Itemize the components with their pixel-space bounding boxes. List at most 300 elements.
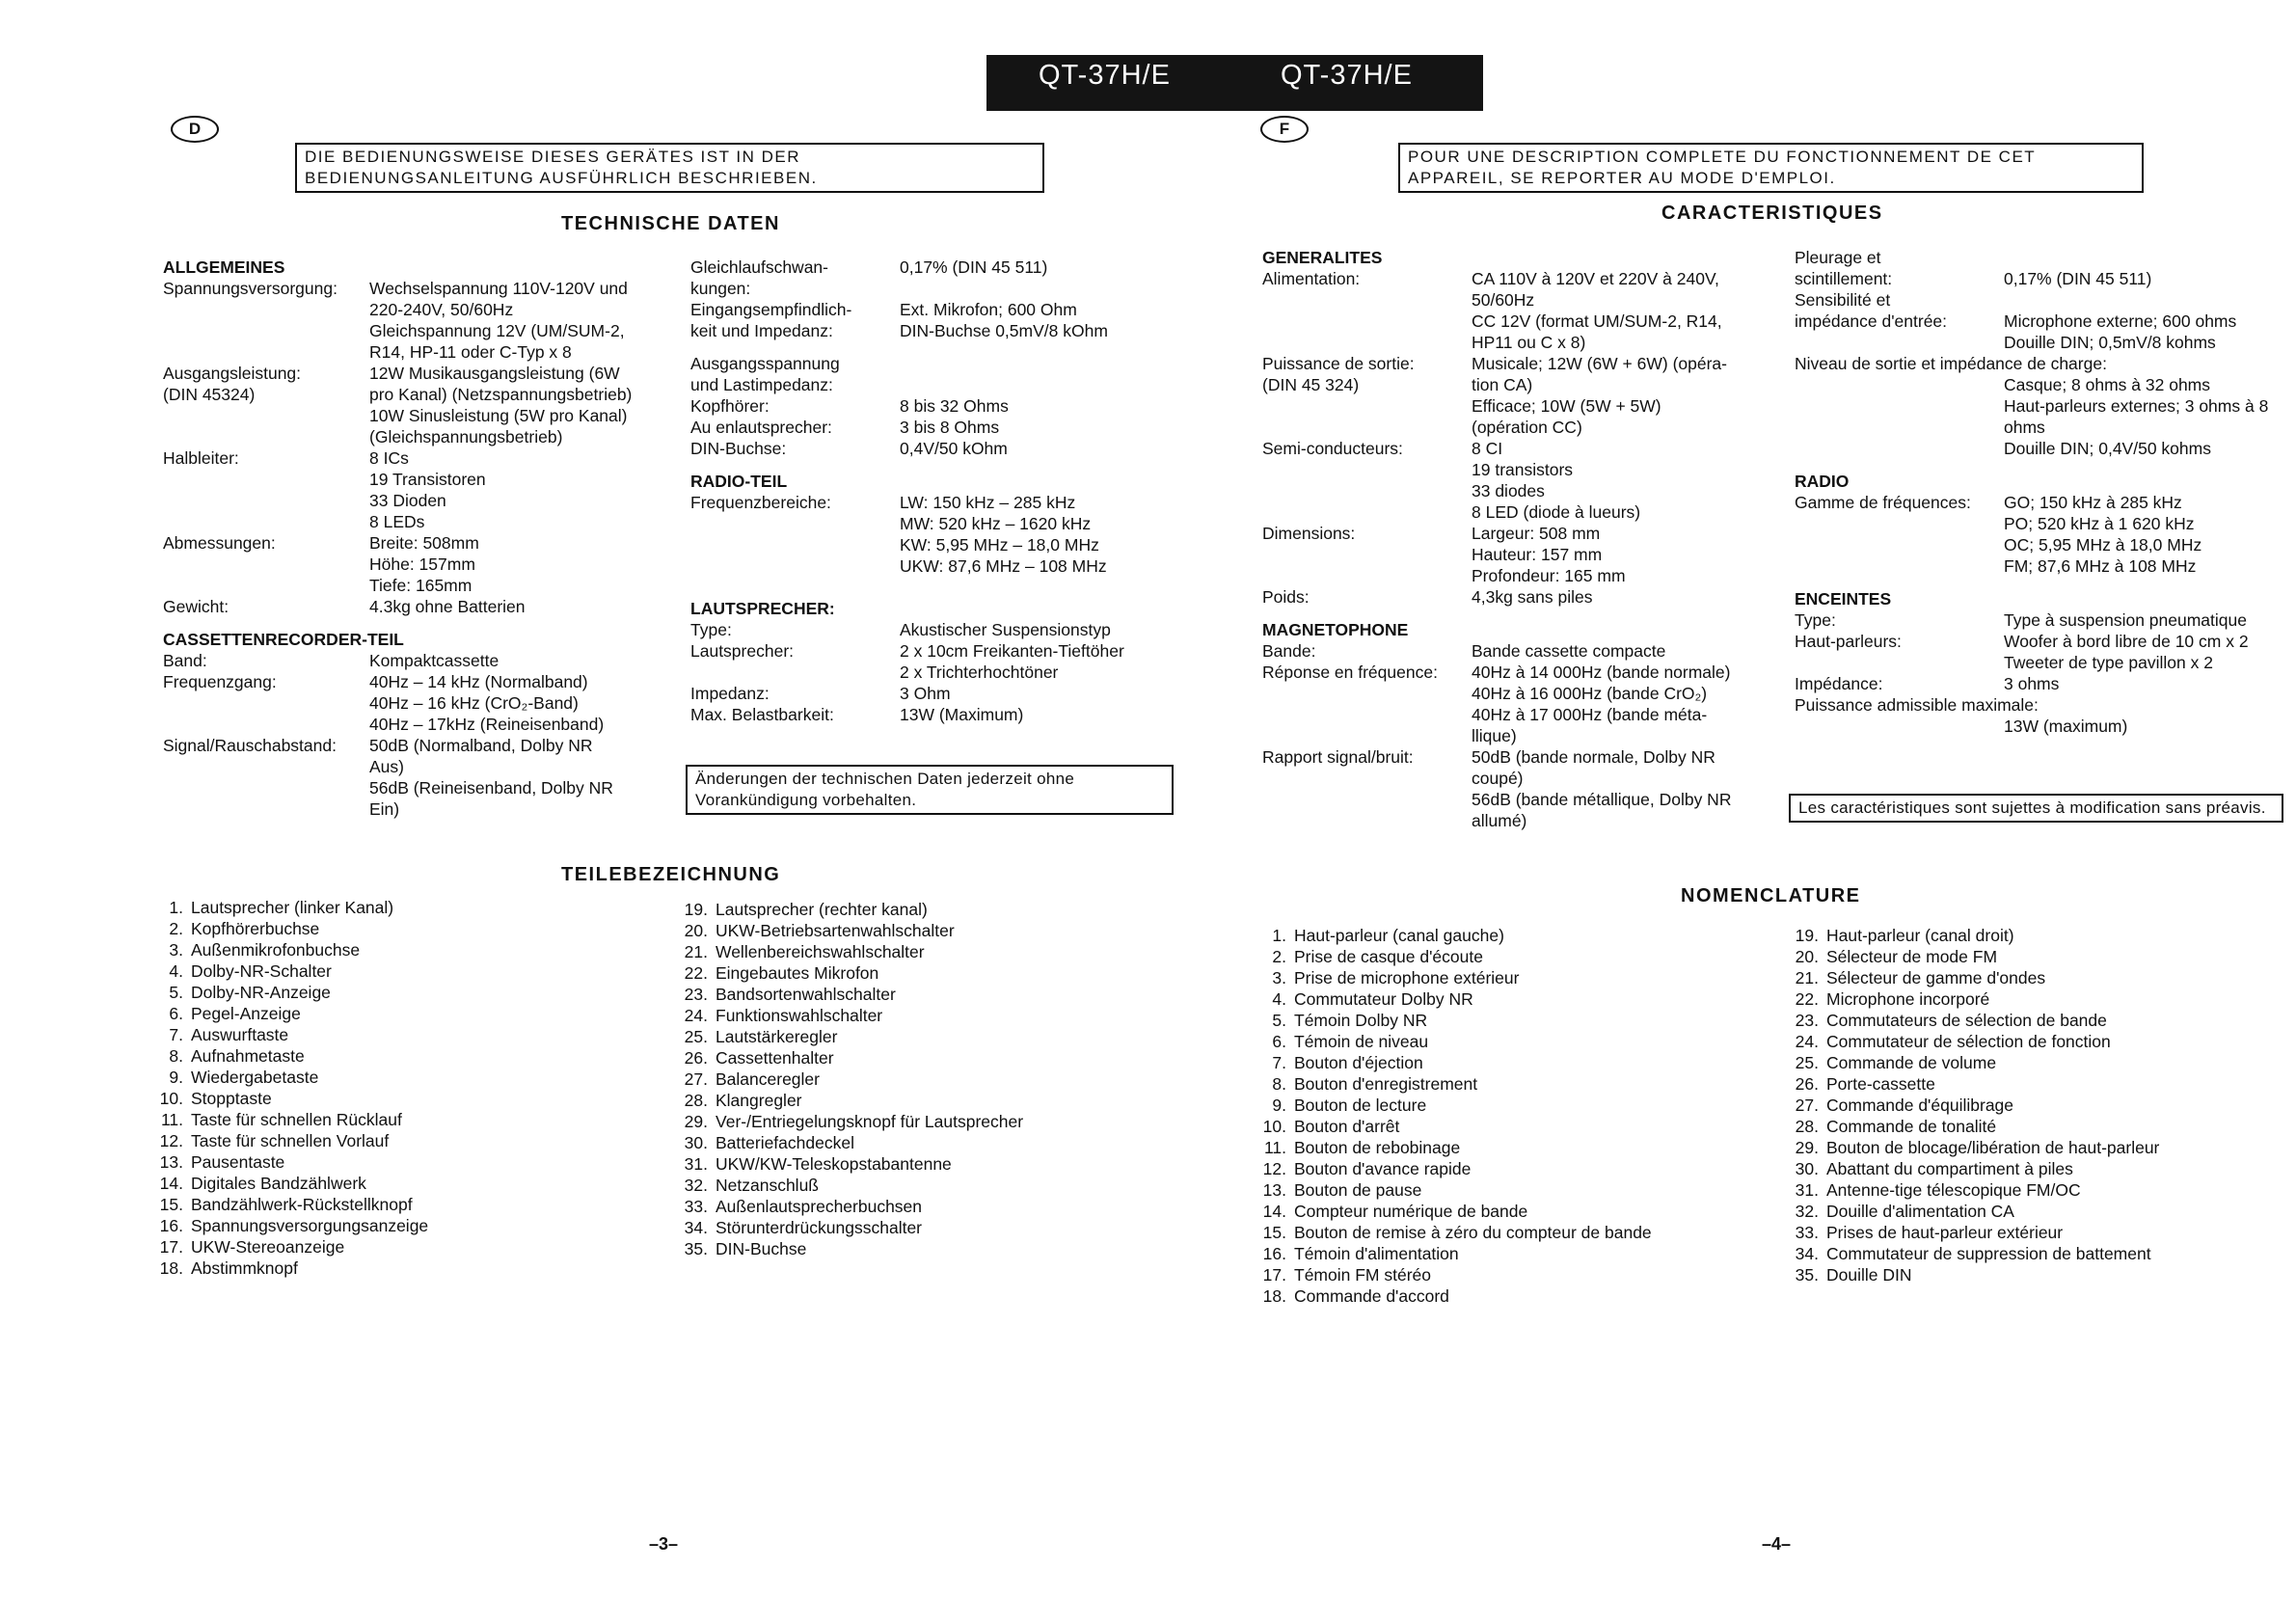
list-item [150, 1045, 428, 1067]
german-change-notice: Änderungen der technischen Daten jederzeit ohne Vorankündigung vorbehalten. [686, 765, 1174, 815]
item-number: 8. [169, 1046, 183, 1066]
item-label: DIN-Buchse [716, 1239, 807, 1258]
item-label: Ver-/Entriegelungsknopf für Lautsprecher [716, 1112, 1024, 1131]
spec-value: 8 ICs 19 Transistoren 33 Dioden 8 LEDs [369, 448, 486, 531]
spec-row [163, 596, 649, 617]
spec-row [163, 735, 649, 820]
spec-row [1262, 438, 1756, 523]
spec-label: Abmessungen: [163, 533, 276, 553]
spec-label: Gewicht: [163, 597, 230, 616]
spec-wide-label [1795, 353, 2293, 374]
item-label: Balanceregler [716, 1069, 820, 1089]
item-label: Kopfhörerbuchse [191, 919, 320, 938]
item-label: Commande d'équilibrage [1826, 1096, 2014, 1115]
spec-row [690, 257, 1179, 299]
list-item [675, 1175, 1023, 1196]
spec-row [163, 278, 649, 363]
item-label: Dolby-NR-Anzeige [191, 983, 331, 1002]
item-label: Außenmikrofonbuchse [191, 940, 361, 960]
french-language-badge: F [1260, 116, 1309, 143]
list-item [1254, 1264, 1652, 1285]
spec-row [1262, 523, 1756, 586]
item-label: Commutateur Dolby NR [1294, 989, 1473, 1009]
spec-row [1795, 716, 2293, 737]
list-item [1786, 988, 2159, 1010]
french-spec-table-1 [1262, 247, 1756, 831]
spec-row [1795, 609, 2293, 631]
list-item [150, 1024, 428, 1045]
item-label: Netzanschluß [716, 1176, 819, 1195]
list-item [1786, 1243, 2159, 1264]
item-number: 11. [1263, 1138, 1286, 1157]
item-number: 23. [1795, 1011, 1819, 1030]
item-label: UKW/KW-Teleskopstabantenne [716, 1154, 952, 1174]
spec-value: 3 ohms [2004, 674, 2060, 693]
spec-value: Ext. Mikrofon; 600 Ohm DIN-Buchse 0,5mV/8 kOhm [900, 300, 1108, 340]
spec-label: CASSETTENRECORDER-TEIL [163, 630, 404, 649]
spec-label: Signal/Rauschabstand: [163, 736, 337, 755]
list-item [1254, 1137, 1652, 1158]
spec-row [1795, 374, 2293, 459]
spec-value: Wechselspannung 110V-120V und 220-240V, 50/60Hz Gleichspannung 12V (UM/SUM-2, R14, HP-11 oder C-Typ x 8 [369, 279, 628, 362]
item-number: 10. [1262, 1117, 1286, 1136]
list-item [1786, 946, 2159, 967]
spec-row [690, 704, 1179, 725]
spec-value: GO; 150 kHz à 285 kHz PO; 520 kHz à 1 620 kHz OC; 5,95 MHz à 18,0 MHz FM; 87,6 MHz à 108 MHz [2004, 493, 2202, 576]
spec-row [690, 492, 1179, 577]
item-label: Témoin FM stéréo [1294, 1265, 1431, 1285]
item-label: Antenne-tige télescopique FM/OC [1826, 1180, 2081, 1200]
list-item [1786, 1116, 2159, 1137]
list-item [1254, 1052, 1652, 1073]
spec-value: 3 Ohm [900, 684, 951, 703]
item-number: 4. [1272, 989, 1286, 1009]
spec-label: Haut-parleurs: [1795, 632, 1902, 651]
item-label: Taste für schnellen Vorlauf [191, 1131, 390, 1150]
spacer-row [163, 617, 649, 629]
item-label: Haut-parleur (canal gauche) [1294, 926, 1504, 945]
item-number: 30. [684, 1133, 708, 1152]
spec-value: Musicale; 12W (6W + 6W) (opéra- tion CA) Efficace; 10W (5W + 5W) (opération CC) [1472, 354, 1727, 437]
item-number: 33. [1795, 1223, 1819, 1242]
spec-label: Poids: [1262, 587, 1310, 607]
item-label: Abattant du compartiment à piles [1826, 1159, 2073, 1178]
item-label: Wellenbereichswahlschalter [716, 942, 925, 961]
french-spec-table-2 [1795, 247, 2293, 737]
list-item [675, 962, 1023, 984]
item-number: 27. [684, 1069, 708, 1089]
item-label: Bouton de pause [1294, 1180, 1422, 1200]
item-label: Témoin Dolby NR [1294, 1011, 1428, 1030]
spec-row [690, 619, 1179, 640]
item-label: Abstimmknopf [191, 1258, 298, 1278]
french-parts-list-left [1254, 925, 1652, 1307]
spec-label: Halbleiter: [163, 448, 239, 468]
spec-value: 13W (Maximum) [900, 705, 1024, 724]
section-heading [690, 471, 1179, 492]
french-parts-list-right [1786, 925, 2159, 1285]
list-item [150, 897, 428, 918]
spec-row [690, 299, 1179, 341]
list-item [675, 1026, 1023, 1047]
spec-row [690, 353, 1179, 459]
spec-row [1262, 662, 1756, 746]
item-label: Bouton d'enregistrement [1294, 1074, 1478, 1094]
item-number: 26. [684, 1048, 708, 1068]
list-item [1786, 1222, 2159, 1243]
list-item [150, 960, 428, 982]
item-number: 31. [684, 1154, 708, 1174]
item-number: 20. [684, 921, 708, 940]
french-notice-box: POUR UNE DESCRIPTION COMPLETE DU FONCTIONNEMENT DE CET APPAREIL, SE REPORTER AU MODE D'EMPLOI. [1398, 143, 2144, 193]
item-label: Bouton de lecture [1294, 1096, 1427, 1115]
list-item [675, 1090, 1023, 1111]
list-item [1786, 1073, 2159, 1095]
list-item [1786, 1137, 2159, 1158]
item-number: 20. [1795, 947, 1819, 966]
spec-label: Puissance admissible maximale: [1795, 695, 2039, 715]
item-number: 7. [1272, 1053, 1286, 1072]
item-label: Bouton de remise à zéro du compteur de bande [1294, 1223, 1652, 1242]
list-item [675, 1153, 1023, 1175]
item-label: Auswurftaste [191, 1025, 289, 1044]
spec-label: Sensibilité et impédance d'entrée: [1795, 290, 1948, 331]
spec-value: Kompaktcassette [369, 651, 500, 670]
section-heading [163, 629, 649, 650]
spec-value: 12W Musikausgangsleistung (6W pro Kanal) (Netzspannungsbetrieb) 10W Sinusleistung (5W pro Kanal) (Gleichspannungsbetrieb) [369, 364, 633, 446]
item-label: Digitales Bandzählwerk [191, 1174, 366, 1193]
spec-row [1262, 640, 1756, 662]
spec-label: Bande: [1262, 641, 1316, 661]
item-label: Spannungsversorgungsanzeige [191, 1216, 429, 1235]
spec-label: Ausgangsleistung: (DIN 45324) [163, 364, 302, 404]
item-label: Bouton d'éjection [1294, 1053, 1423, 1072]
item-number: 7. [169, 1025, 183, 1044]
spec-label: MAGNETOPHONE [1262, 620, 1409, 639]
spacer-row [690, 459, 1179, 471]
section-heading [690, 598, 1179, 619]
list-item [150, 1003, 428, 1024]
model-number-right: QT-37H/E [1281, 60, 1413, 91]
spec-row [1795, 492, 2293, 577]
item-label: Pausentaste [191, 1152, 285, 1172]
item-label: UKW-Betriebsartenwahlschalter [716, 921, 955, 940]
item-number: 1. [169, 898, 183, 917]
german-parts-title: TEILEBEZEICHNUNG [561, 864, 781, 885]
list-item [1786, 1031, 2159, 1052]
item-number: 34. [1795, 1244, 1819, 1263]
spec-value: 0,17% (DIN 45 511) [2004, 269, 2152, 288]
list-item [675, 899, 1023, 920]
list-item [675, 920, 1023, 941]
german-tech-title: TECHNISCHE DATEN [561, 213, 780, 234]
spec-label: Frequenzgang: [163, 672, 277, 691]
list-item [675, 1068, 1023, 1090]
item-number: 25. [684, 1027, 708, 1046]
spec-label: Gamme de fréquences: [1795, 493, 1971, 512]
item-label: Außenlautsprecherbuchsen [716, 1197, 923, 1216]
item-number: 10. [159, 1089, 183, 1108]
spec-label: Rapport signal/bruit: [1262, 747, 1414, 767]
item-number: 16. [1262, 1244, 1286, 1263]
spec-value: 4.3kg ohne Batterien [369, 597, 526, 616]
german-parts-list-right [675, 899, 1023, 1259]
section-heading [163, 257, 649, 278]
list-item [150, 1151, 428, 1173]
item-number: 19. [1795, 926, 1819, 945]
list-item [1786, 1264, 2159, 1285]
list-item [1254, 925, 1652, 946]
item-label: Douille DIN [1826, 1265, 1912, 1285]
item-number: 4. [169, 961, 183, 981]
spec-label: Alimentation: [1262, 269, 1361, 288]
spec-label: Type: [690, 620, 732, 639]
spec-value: Breite: 508mm Höhe: 157mm Tiefe: 165mm [369, 533, 479, 595]
list-item [1254, 1243, 1652, 1264]
spec-row [1795, 673, 2293, 694]
item-number: 12. [1262, 1159, 1286, 1178]
french-change-notice: Les caractéristiques sont sujettes à modification sans préavis. [1789, 794, 2283, 823]
item-label: Störunterdrückungsschalter [716, 1218, 922, 1237]
item-number: 32. [1795, 1202, 1819, 1221]
list-item [1254, 1201, 1652, 1222]
spec-value: Type à suspension pneumatique [2004, 610, 2247, 630]
french-page-number: –4– [1762, 1534, 1792, 1554]
list-item [675, 1217, 1023, 1238]
spec-label: Max. Belastbarkeit: [690, 705, 834, 724]
item-number: 15. [159, 1195, 183, 1214]
spec-value: 40Hz à 14 000Hz (bande normale) 40Hz à 16 000Hz (bande CrO₂) 40Hz à 17 000Hz (bande méta- llique) [1472, 663, 1731, 745]
item-label: Compteur numérique de bande [1294, 1202, 1528, 1221]
list-item [150, 918, 428, 939]
model-number-left: QT-37H/E [1039, 60, 1171, 91]
item-number: 27. [1795, 1096, 1819, 1115]
list-item [150, 1194, 428, 1215]
spec-label: Réponse en fréquence: [1262, 663, 1438, 682]
spec-row [163, 447, 649, 532]
list-item [150, 1173, 428, 1194]
item-number: 28. [684, 1091, 708, 1110]
german-spec-table-1 [163, 257, 649, 820]
spec-label: Niveau de sortie et impédance de charge: [1795, 354, 2107, 373]
item-number: 32. [684, 1176, 708, 1195]
item-label: Aufnahmetaste [191, 1046, 305, 1066]
item-number: 14. [159, 1174, 183, 1193]
item-number: 2. [169, 919, 183, 938]
item-number: 17. [1262, 1265, 1286, 1285]
spec-label: RADIO [1795, 472, 1850, 491]
spec-value: Casque; 8 ohms à 32 ohms Haut-parleurs externes; 3 ohms à 8 ohms Douille DIN; 0,4V/50 kohms [2004, 375, 2269, 458]
list-item [150, 1067, 428, 1088]
list-item [1254, 1073, 1652, 1095]
german-spec-table-2 [690, 257, 1179, 725]
item-number: 14. [1262, 1202, 1286, 1221]
item-label: Prises de haut-parleur extérieur [1826, 1223, 2064, 1242]
spacer-row [690, 341, 1179, 353]
list-item [1254, 1010, 1652, 1031]
list-item [150, 1130, 428, 1151]
spec-label: Eingangsempfindlich- keit und Impedanz: [690, 300, 852, 340]
item-number: 13. [1262, 1180, 1286, 1200]
list-item [1786, 1179, 2159, 1201]
spec-label: Type: [1795, 610, 1836, 630]
spec-row [163, 532, 649, 596]
spec-row [1795, 247, 2293, 289]
item-number: 21. [1795, 968, 1819, 987]
spec-value: Akustischer Suspensionstyp [900, 620, 1111, 639]
french-tech-title: CARACTERISTIQUES [1661, 203, 1883, 224]
item-label: Lautsprecher (linker Kanal) [191, 898, 394, 917]
spec-value: Bande cassette compacte [1472, 641, 1666, 661]
list-item [675, 1005, 1023, 1026]
spec-value: 2 x 10cm Freikanten-Tieftöher 2 x Trichterhochtöner [900, 641, 1124, 682]
item-label: Taste für schnellen Rücklauf [191, 1110, 402, 1129]
item-label: Wiedergabetaste [191, 1068, 319, 1087]
spec-row [163, 363, 649, 447]
item-label: Lautstärkeregler [716, 1027, 838, 1046]
item-number: 31. [1795, 1180, 1819, 1200]
spec-label: Impedanz: [690, 684, 770, 703]
item-label: Dolby-NR-Schalter [191, 961, 332, 981]
list-item [1786, 1010, 2159, 1031]
spec-value: Microphone externe; 600 ohms Douille DIN; 0,5mV/8 kohms [2004, 311, 2237, 352]
spec-value: 8 bis 32 Ohms 3 bis 8 Ohms 0,4V/50 kOhm [900, 396, 1009, 458]
spec-label: Spannungsversorgung: [163, 279, 338, 298]
item-label: Témoin de niveau [1294, 1032, 1429, 1051]
list-item [675, 1111, 1023, 1132]
item-label: Stopptaste [191, 1089, 272, 1108]
item-label: Haut-parleur (canal droit) [1826, 926, 2014, 945]
spec-row [1262, 353, 1756, 438]
list-item [1254, 1158, 1652, 1179]
item-number: 30. [1795, 1159, 1819, 1178]
spec-label: Impédance: [1795, 674, 1883, 693]
item-number: 1. [1272, 926, 1286, 945]
german-language-badge: D [171, 116, 219, 143]
item-number: 24. [1795, 1032, 1819, 1051]
item-number: 5. [1272, 1011, 1286, 1030]
list-item [150, 1215, 428, 1236]
item-label: Bouton d'avance rapide [1294, 1159, 1472, 1178]
list-item [1254, 1285, 1652, 1307]
item-label: Eingebautes Mikrofon [716, 963, 879, 983]
spec-row [1795, 289, 2293, 353]
item-label: Douille d'alimentation CA [1826, 1202, 2014, 1221]
item-label: Bandsortenwahlschalter [716, 985, 896, 1004]
spec-label: RADIO-TEIL [690, 472, 788, 491]
item-number: 19. [684, 900, 708, 919]
spec-wide-label [1795, 694, 2293, 716]
spec-label [1795, 374, 2004, 459]
section-heading [1795, 588, 2293, 609]
list-item [675, 941, 1023, 962]
spec-row [1262, 746, 1756, 831]
item-number: 6. [1272, 1032, 1286, 1051]
item-number: 22. [1795, 989, 1819, 1009]
section-heading [1262, 619, 1756, 640]
spec-row [690, 683, 1179, 704]
list-item [150, 982, 428, 1003]
item-number: 13. [159, 1152, 183, 1172]
item-number: 15. [1262, 1223, 1286, 1242]
list-item [1786, 1095, 2159, 1116]
list-item [150, 1088, 428, 1109]
item-number: 35. [1795, 1265, 1819, 1285]
model-header-bar [986, 55, 1483, 111]
item-number: 11. [160, 1110, 183, 1129]
spec-value: Largeur: 508 mm Hauteur: 157 mm Profondeur: 165 mm [1472, 524, 1626, 585]
item-label: Cassettenhalter [716, 1048, 834, 1068]
spec-value: CA 110V à 120V et 220V à 240V, 50/60Hz CC 12V (format UM/SUM-2, R14, HP11 ou C x 8) [1472, 269, 1722, 352]
spec-label: Lautsprecher: [690, 641, 795, 661]
list-item [1254, 946, 1652, 967]
list-item [1786, 1158, 2159, 1179]
item-label: Porte-cassette [1826, 1074, 1935, 1094]
item-number: 35. [684, 1239, 708, 1258]
spec-value: 0,17% (DIN 45 511) [900, 257, 1048, 277]
item-label: UKW-Stereoanzeige [191, 1237, 345, 1257]
spec-label [1795, 716, 2004, 737]
list-item [150, 1236, 428, 1258]
item-number: 26. [1795, 1074, 1819, 1094]
item-label: Commutateurs de sélection de bande [1826, 1011, 2107, 1030]
item-label: Pegel-Anzeige [191, 1004, 301, 1023]
item-number: 3. [1272, 968, 1286, 987]
spec-label: ENCEINTES [1795, 589, 1892, 609]
spec-label: Semi-conducteurs: [1262, 439, 1403, 458]
spec-value: Woofer à bord libre de 10 cm x 2 Tweeter de type pavillon x 2 [2004, 632, 2249, 672]
german-parts-list-left [150, 897, 428, 1279]
item-number: 21. [684, 942, 708, 961]
item-label: Commutateur de sélection de fonction [1826, 1032, 2111, 1051]
german-notice-box: DIE BEDIENUNGSWEISE DIESES GERÄTES IST IN DER BEDIENUNGSANLEITUNG AUSFÜHRLICH BESCHRIEBEN. [295, 143, 1044, 193]
item-label: Bouton de rebobinage [1294, 1138, 1461, 1157]
item-number: 33. [684, 1197, 708, 1216]
spec-value: 8 CI 19 transistors 33 diodes 8 LED (diode à lueurs) [1472, 439, 1641, 522]
item-number: 5. [169, 983, 183, 1002]
spacer-row [1795, 577, 2293, 588]
item-number: 16. [159, 1216, 183, 1235]
list-item [1786, 1201, 2159, 1222]
item-label: Commande de volume [1826, 1053, 1997, 1072]
item-number: 6. [169, 1004, 183, 1023]
item-label: Sélecteur de mode FM [1826, 947, 1998, 966]
spec-label: Frequenzbereiche: [690, 493, 831, 512]
spec-value: 50dB (Normalband, Dolby NR Aus) 56dB (Reineisenband, Dolby NR Ein) [369, 736, 613, 819]
item-label: Commutateur de suppression de battement [1826, 1244, 2151, 1263]
spacer-row [1795, 459, 2293, 471]
spacer-row [690, 577, 1179, 598]
item-number: 25. [1795, 1053, 1819, 1072]
list-item [675, 1132, 1023, 1153]
item-number: 17. [159, 1237, 183, 1257]
spec-value: 13W (maximum) [2004, 717, 2128, 736]
list-item [1254, 967, 1652, 988]
section-heading [1262, 247, 1756, 268]
item-number: 9. [169, 1068, 183, 1087]
item-label: Batteriefachdeckel [716, 1133, 854, 1152]
german-page-number: –3– [649, 1534, 679, 1554]
item-label: Sélecteur de gamme d'ondes [1826, 968, 2046, 987]
list-item [675, 1196, 1023, 1217]
item-number: 24. [684, 1006, 708, 1025]
item-number: 29. [684, 1112, 708, 1131]
spec-label: ALLGEMEINES [163, 257, 285, 277]
list-item [675, 984, 1023, 1005]
item-number: 29. [1795, 1138, 1819, 1157]
item-label: Prise de microphone extérieur [1294, 968, 1520, 987]
item-label: Bandzählwerk-Rückstellknopf [191, 1195, 413, 1214]
